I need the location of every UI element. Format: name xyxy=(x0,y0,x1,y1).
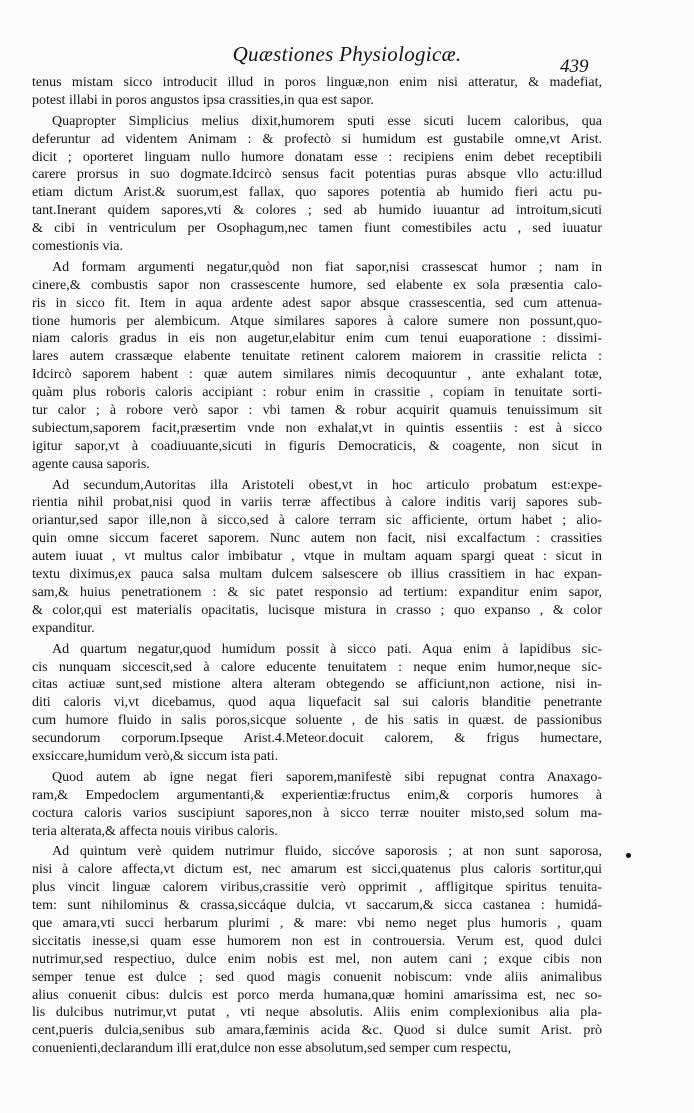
text-line: niam caloris gradus in eis non augetur,elabitur enim cum tenui euaporatione : dissimi- xyxy=(32,331,602,347)
text-line: alius conuenit cibus: dulcis est porco merda humana,quæ homini amarissima est, nec so- xyxy=(32,987,602,1003)
text-line: agente causa saporis. xyxy=(32,456,150,472)
text-line: igitur sapor,vt à coadiuuante,sicuti in figuris Democraticis, & coagente, non sicut in xyxy=(32,438,602,454)
text-line: Ad quartum negatur,quod humidum possit à sicco pati. Aqua enim à lapidibus sic- xyxy=(52,641,602,657)
text-line: coctura caloris varios suscipiunt sapores,non à sicco terræ nouiter misto,sed solum ma- xyxy=(32,805,602,821)
text-line: oriantur,sed sapor ille,non à sicco,sed à calore terram sic afficiente, ortum habet ; alio- xyxy=(32,513,602,529)
paragraph xyxy=(32,769,602,841)
text-line: comestionis via. xyxy=(32,239,123,255)
paragraph xyxy=(32,74,602,110)
text-line: cinere,& combustis sapor non crassescente humore, sed elabente ex sola præsentia calo- xyxy=(32,277,602,293)
text-line: cis nunquam siccescit,sed à calore educente tenuitatem : neque enim humor,neque sic- xyxy=(32,659,602,675)
paragraph xyxy=(32,641,602,766)
text-line: cent,pueris dulcia,senibus sub amara,fæminis acida &c. Quod si dulce sumit Arist. prò xyxy=(32,1023,602,1039)
text-line: Ad quintum verè quidem nutrimur fluido, siccóve saporosis ; at non sunt saporosa, xyxy=(52,844,602,860)
text-line: quin omne siccum faceret saporem. Nunc autem non facit, nisi excalfactum : crassities xyxy=(32,531,602,547)
text-line: potest illabi in poros angustos ipsa crassities,in qua est sapor. xyxy=(32,92,374,108)
text-line: sam,& huius penetrationem : & sic patet responsio ad tertium: expanditur enim sapor, xyxy=(32,584,602,600)
text-line: dicit ; oporteret linguam nullo humore donatam esse : recipiens enim debet receptibili xyxy=(32,149,602,165)
page-number: 439 xyxy=(560,56,589,77)
text-line: tem: sunt nihilominus & crassa,siccáque dulcia, vt saccarum,& sicca castanea : humidá- xyxy=(32,898,602,914)
text-line: que amara,vti succi herbarum plurimi , & mare: vbi nemo neget plus humoris , quam xyxy=(32,915,602,931)
text-line: exsiccare,humidum verò,& siccum ista pati. xyxy=(32,748,279,764)
text-line: tant.Inerant quidem sapores,vti & colores ; sed ab humido iuuantur ad introitum,sicuti xyxy=(32,203,602,219)
text-line: citas actiuæ sunt,sed mistione altera alteram obtegendo se afficiunt,non actione, nisi in- xyxy=(32,677,602,693)
text-line: Ad secundum,Autoritas illa Aristoteli obest,vt in hoc articulo probatum est:expe- xyxy=(52,477,602,493)
text-line: siccitatis inesse,si quam esse humorem non est in controuersia. Verum est, quod dulci xyxy=(32,933,602,949)
text-line: Ad formam argumenti negatur,quòd non fiat sapor,nisi crassescat humor ; nam in xyxy=(52,259,602,275)
text-line: tenus mistam sicco introducit illud in poros linguæ,non enim nisi atteratur, & madefiat, xyxy=(32,75,602,90)
text-line: deferuntur ad videntem Animam : & profectò si humidum est gustabile omne,vt Arist. xyxy=(32,131,602,147)
text-line: nisi à calore affecta,vt dictum est, nec amarum est sicci,quatenus plus caloris sortitur,qui xyxy=(32,862,602,878)
text-line: ram,& Empedoclem argumentanti,& experientiæ:fructus enim,& corporis humores à xyxy=(32,787,602,803)
text-line: ris in sicco fit. Item in aqua ardente adest sapor absque crassescentia, sed cum attenua- xyxy=(32,295,602,311)
text-line: teria alterata,& affecta nouis viribus caloris. xyxy=(32,823,278,839)
running-title: Quæstiones Physiologicæ. xyxy=(232,42,462,66)
text-line: tur calor ; à robore verò sapor : vbi tamen & robur acquirit quamuis tenuissimum sit xyxy=(32,403,602,419)
text-line: tione humoris per alembicum. Atque similares sapores à calore sumere non possunt,quo- xyxy=(32,313,602,329)
text-line: Quapropter Simplicius melius dixit,humorem sputi esse sicuti lucem caloribus, qua xyxy=(52,113,602,129)
text-line: semper tenue est dulce ; sed quod magis conuenit nobiscum: vnde aliis animalibus xyxy=(32,969,602,985)
text-line: textu diximus,ex pauca salsa multam dulcem salsescere ob illius crassitiem in hac expan- xyxy=(32,567,602,583)
text-line: lares autem crassæque elabente tenuitate retinent calorem maiorem in crassitie relicta : xyxy=(32,349,602,365)
text-line: diti caloris vi,vt dicebamus, quod aqua liquefacit sal sui caloris blanditie penetrante xyxy=(32,695,602,711)
text-line: lis dulcibus nutrimur,vt putat , vti neque absolutis. Aliis enim complexionibus alia pla- xyxy=(32,1005,602,1021)
text-line: expanditur. xyxy=(32,620,95,636)
text-line: etiam dictum Arist.& suorum,est fallax, quo sapores potentia ab humido fieri actu pu- xyxy=(32,185,602,201)
text-line: rientia nihil probat,nisi quod in variis terræ affectibus à calore inditis varij sapores sub- xyxy=(32,495,602,511)
text-line: & cibi in ventriculum per Osophagum,nec tamen fiunt comestibiles actu , sed iuuatur xyxy=(32,221,602,237)
paragraph xyxy=(32,843,602,1058)
text-line: Quod autem ab igne negat fieri saporem,manifestè sibi repugnat contra Anaxago- xyxy=(52,769,602,785)
text-line: secundorum corporum.Ipseque Arist.4.Meteor.docuit calorem, & frigus humectare, xyxy=(32,731,602,747)
text-line: nutrimur,sed respectiuo, dulce enim nobis est mel, non autem cani ; exque cibis non xyxy=(32,951,602,967)
text-line: subiectum,saporem facit,præsertim vnde non exhalat,vt in quintis essentiis : est à sicco xyxy=(32,420,602,436)
text-line: conuenienti,declarandum illi erat,dulce non esse absolutum,sed semper cum respectu, xyxy=(32,1041,511,1057)
text-line: quàm plus roboris caloris accipiant : robur enim in crassitie , copiam in tenuitate sorti- xyxy=(32,385,602,401)
text-line: & color,qui est materialis opacitatis, lucisque mistura in crasso ; quo expanso , & color xyxy=(32,602,602,618)
text-line: carere prorsus in suo dogmate.Idcircò sensus facit potentias puras absque vllo actu:illud xyxy=(32,167,602,183)
paragraph xyxy=(32,113,602,256)
paragraph xyxy=(32,477,602,638)
body-text xyxy=(32,74,602,1058)
text-line: autem iuuat , vt multus calor imbibatur , vtque in multam aquam spargi queat : sicut in xyxy=(32,549,602,565)
text-line: Idcircò saporem habent : quæ autem similares nimis decoquuntur , ante exhalant totæ, xyxy=(32,367,602,383)
paragraph xyxy=(32,259,602,474)
text-line: plus vincit linguæ calorem viribus,crassitie verò opprimit , affligitque spiritus tenuita- xyxy=(32,880,602,896)
ink-blot xyxy=(626,853,631,858)
text-line: cum humore fluido in salis poros,sicque soluente , de his satis in quæst. de passionibus xyxy=(32,713,602,729)
